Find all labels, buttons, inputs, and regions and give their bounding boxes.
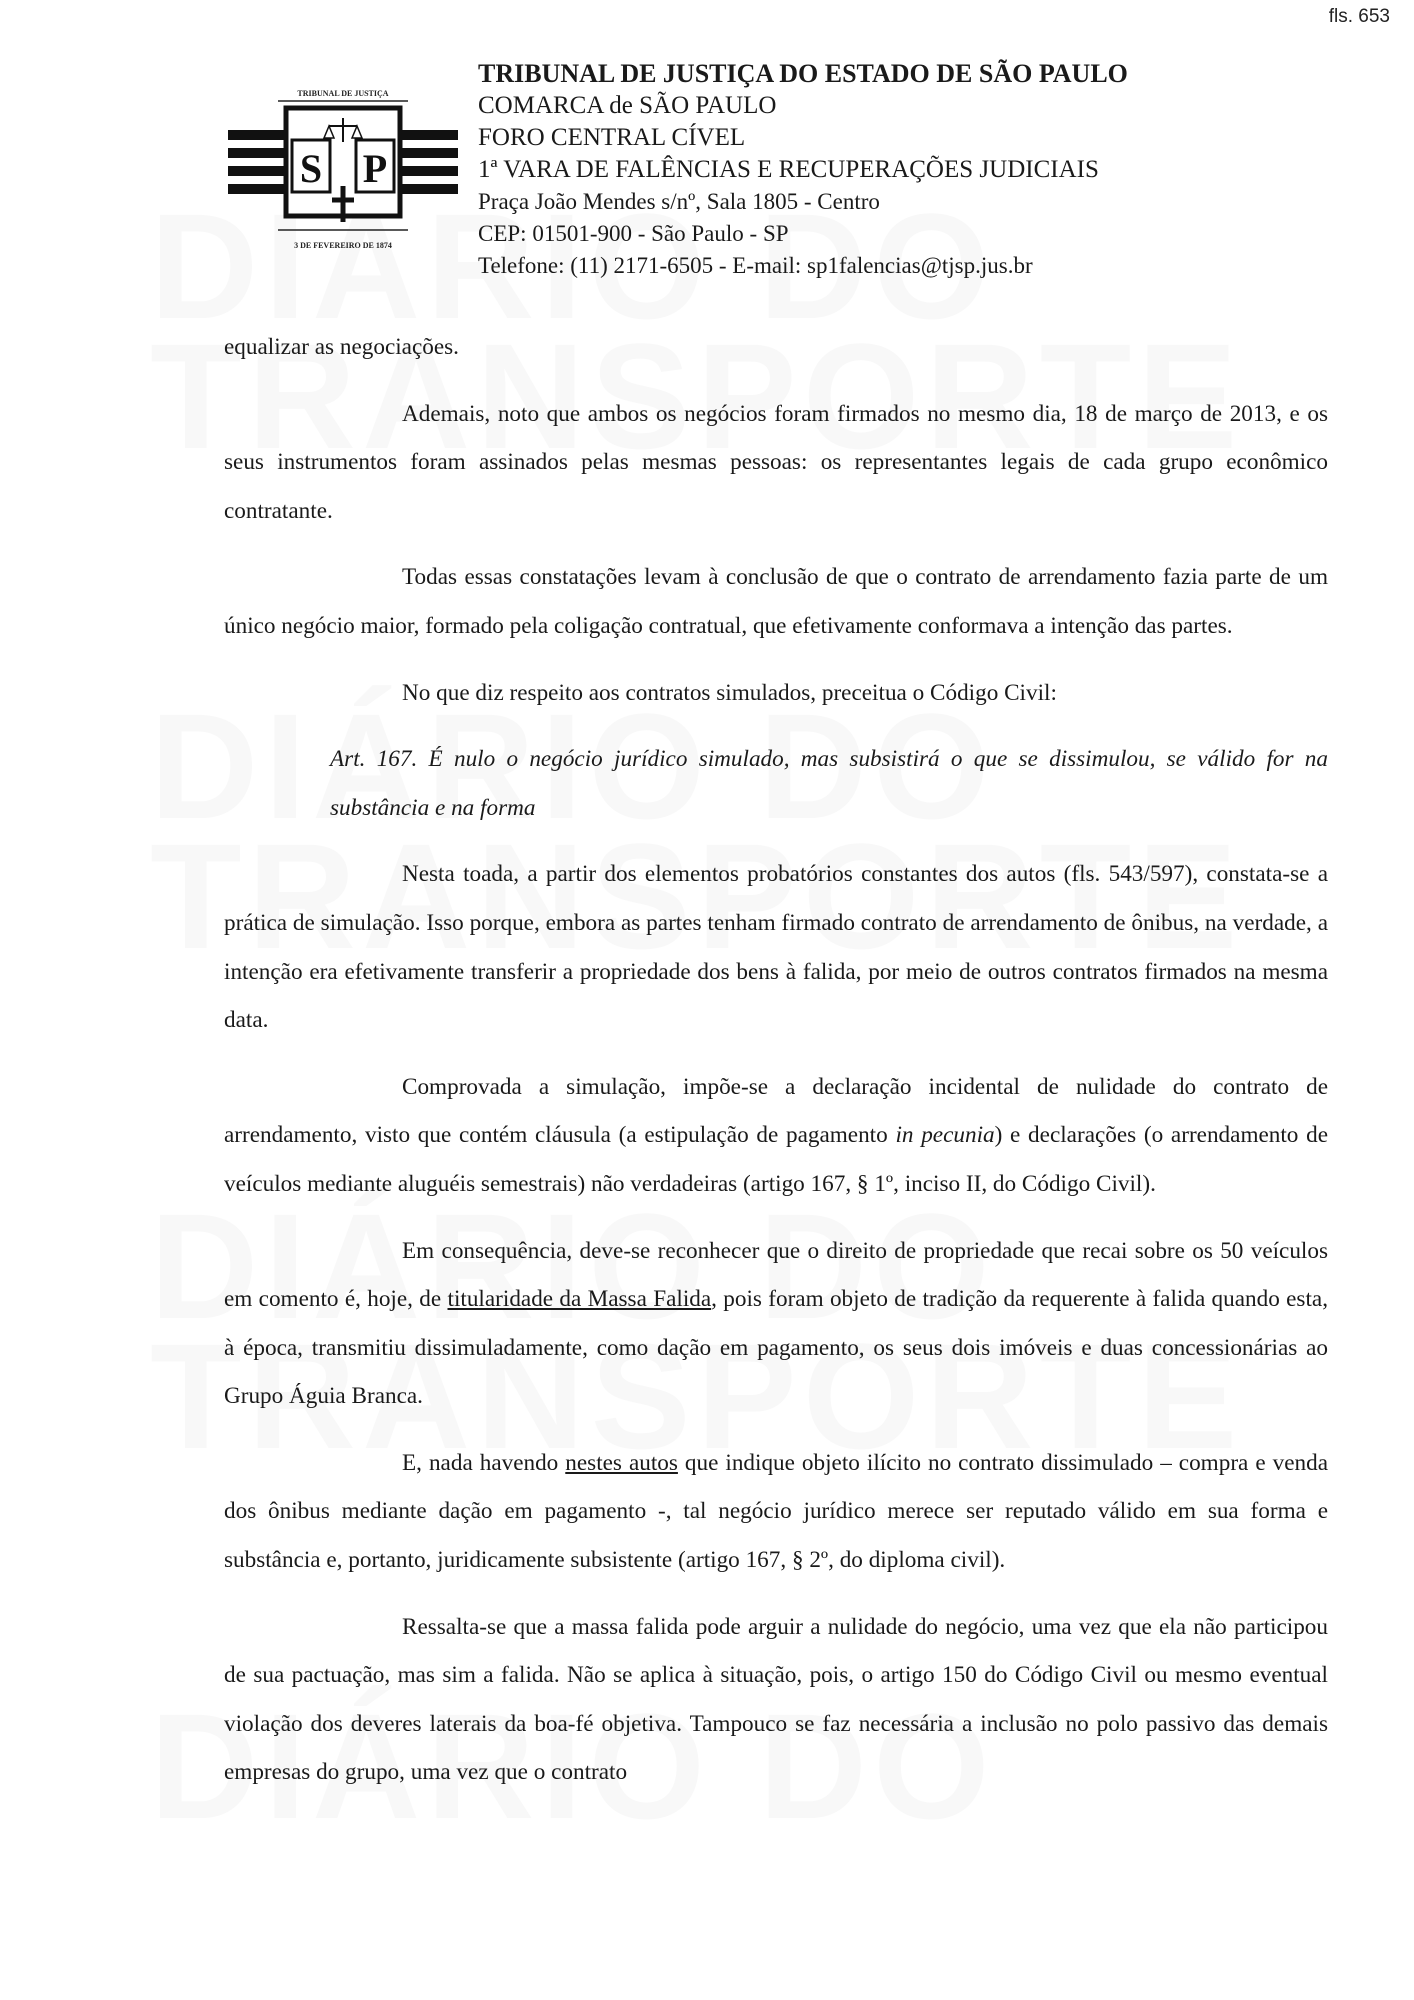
text-run: Comprovada a simulação, impõe-se a declaração incidental de nulidade do contrato de arrendamento, visto que contém cláusula (a estipulação de pagamento xyxy=(224,1073,1328,1149)
paragraph: No que diz respeito aos contratos simulados, preceitua o Código Civil: xyxy=(402,679,1057,706)
page-number: fls. 653 xyxy=(1328,6,1390,27)
tjsp-seal-logo xyxy=(228,82,458,262)
paragraph xyxy=(224,1227,1328,1421)
paragraph: Ademais, noto que ambos os negócios foram firmados no mesmo dia, 18 de março de 2013, e os seus instrumentos foram assinados pelas mesmas pessoas: os representantes legais de cada grupo econômico contratante. xyxy=(224,400,1328,524)
text-run: E, nada havendo xyxy=(402,1449,566,1476)
text-run: , pois foram objeto de tradição da requerente à falida quando esta, à época, transmitiu dissimuladamente, como dação em pagamento, os seus dois imóveis e duas concessionárias ao Grupo Águia Branca. xyxy=(224,1286,1328,1410)
seal-bottom-text: 3 DE FEVEREIRO DE 1874 xyxy=(294,241,392,250)
court-header xyxy=(228,58,1248,290)
underlined-text: nestes autos xyxy=(565,1449,678,1476)
contact-line: Telefone: (11) 2171-6505 - E-mail: sp1falencias@tjsp.jus.br xyxy=(478,253,1033,278)
paragraph xyxy=(224,1439,1328,1585)
legal-quote: Art. 167. É nulo o negócio jurídico simulado, mas subsistirá o que se dissimulou, se válido for na substância e na forma xyxy=(330,746,1328,821)
address: Praça João Mendes s/nº, Sala 1805 - Centro xyxy=(478,189,880,214)
text-run: Em consequência, deve-se reconhecer que o direito de propriedade que recai sobre os 50 veículos em comento é, hoje, de xyxy=(224,1237,1328,1313)
vara: 1ª VARA DE FALÊNCIAS E RECUPERAÇÕES JUDICIAIS xyxy=(478,156,1099,183)
foro: FORO CENTRAL CÍVEL xyxy=(478,124,746,151)
paragraph: Ressalta-se que a massa falida pode arguir a nulidade do negócio, uma vez que ela não participou de sua pactuação, mas sim a falida. Não se aplica à situação, pois, o artigo 150 do Código Civil ou mesmo eventual violação dos deveres laterais da boa-fé objetiva. Tampouco se faz necessária a inclusão no polo passivo das demais empresas do grupo, uma vez que o contrato xyxy=(224,1613,1328,1786)
paragraph: Nesta toada, a partir dos elementos probatórios constantes dos autos (fls. 543/597), constata-se a prática de simulação. Isso porque, embora as partes tenham firmado contrato de arrendamento de ônibus, na verdade, a intenção era efetivamente transferir a propriedade dos bens à falida, por meio de outros contratos firmados na mesma data. xyxy=(224,861,1328,1034)
italic-text: in pecunia xyxy=(895,1122,995,1149)
comarca: COMARCA de SÃO PAULO xyxy=(478,92,777,119)
court-name: TRIBUNAL DE JUSTIÇA DO ESTADO DE SÃO PAULO xyxy=(478,59,1128,88)
paragraph: equalizar as negociações. xyxy=(224,334,459,360)
seal-top-text: TRIBUNAL DE JUSTIÇA xyxy=(297,89,389,98)
paragraph: Todas essas constatações levam à conclusão de que o contrato de arrendamento fazia parte de um único negócio maior, formado pela coligação contratual, que efetivamente conformava a intenção das partes. xyxy=(224,564,1328,639)
cep: CEP: 01501-900 - São Paulo - SP xyxy=(478,221,789,246)
text-run: que indique objeto ilícito no contrato dissimulado – compra e venda dos ônibus mediante dação em pagamento -, tal negócio jurídico merece ser reputado válido em sua forma e substância e, portanto, juridicamente subsistente (artigo 167, § 2º, do diploma civil). xyxy=(224,1449,1328,1574)
seal-letter-p: P xyxy=(362,146,388,191)
paragraph xyxy=(224,1063,1328,1209)
document-body xyxy=(224,323,1328,1797)
underlined-text: titularidade da Massa Falida xyxy=(447,1286,712,1313)
court-info xyxy=(478,58,1128,282)
seal-letter-s: S xyxy=(299,146,323,191)
text-run: ) e declarações (o arrendamento de veículos mediante aluguéis semestrais) não verdadeiras (artigo 167, § 1º, inciso II, do Código Civil). xyxy=(224,1122,1329,1197)
